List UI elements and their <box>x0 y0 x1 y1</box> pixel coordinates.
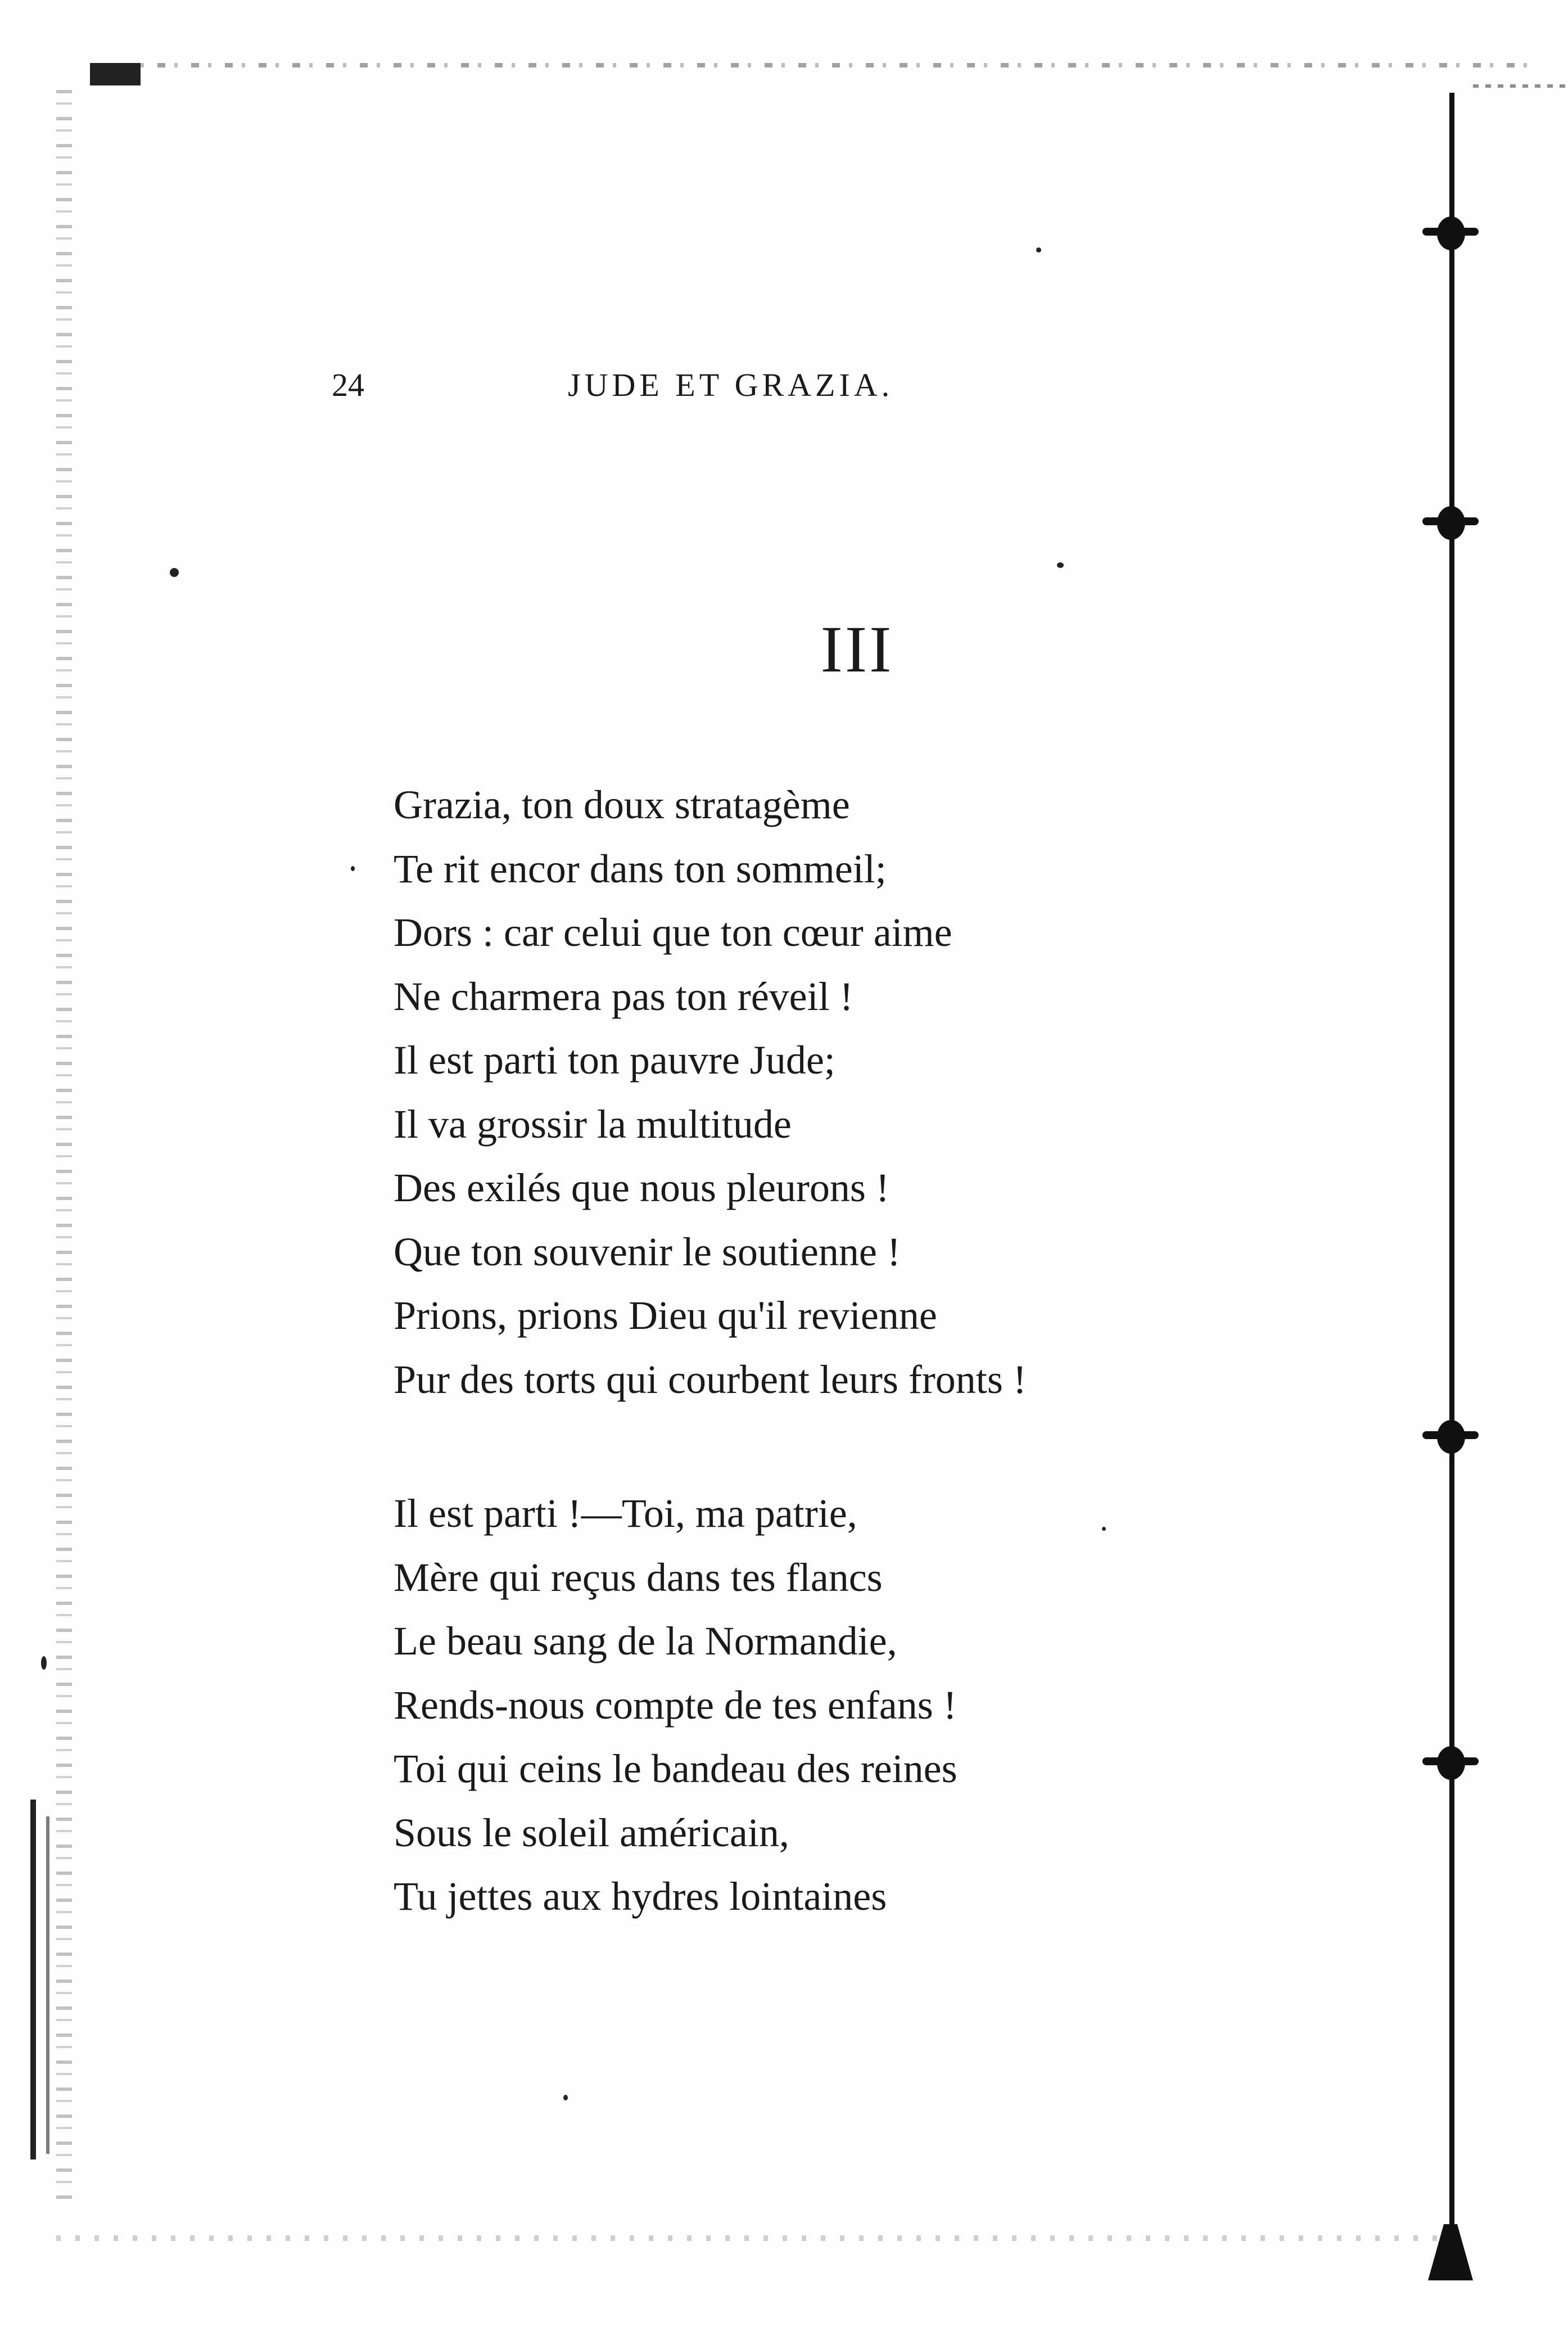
page-top-right-edge <box>1473 84 1568 88</box>
binding-stitch <box>1445 93 1458 2280</box>
verse-line: Il va grossir la multitude <box>394 1101 792 1147</box>
verse-line: Toi qui ceins le bandeau des reines <box>394 1746 957 1791</box>
verse-line: Il est parti ton pauvre Jude; <box>394 1038 835 1083</box>
verse-line: Sous le soleil américain, <box>394 1810 789 1855</box>
ink-speck <box>41 1656 47 1670</box>
ink-speck <box>1036 247 1041 253</box>
binding-knot <box>1437 1746 1465 1780</box>
page-top-edge <box>90 63 1529 67</box>
ink-speck <box>563 2095 568 2100</box>
page-left-shadow <box>30 1800 36 2159</box>
verse-line: Pur des torts qui courbent leurs fronts ! <box>394 1356 1027 1402</box>
verse-line: Te rit encor dans ton sommeil; <box>394 846 887 891</box>
verse-line: Le beau sang de la Normandie, <box>394 1618 897 1663</box>
page-bottom-edge <box>56 2235 1462 2241</box>
stanza <box>394 1482 1237 1929</box>
verse-line: Mère qui reçus dans tes flancs <box>394 1554 883 1600</box>
page-left-edge <box>56 90 72 2199</box>
verse-line: Prions, prions Dieu qu'il revienne <box>394 1293 937 1338</box>
verse-line: Ne charmera pas ton réveil ! <box>394 973 853 1019</box>
section-heading: III <box>820 612 894 686</box>
ink-speck <box>351 866 355 871</box>
binding-cross-stitch <box>1422 517 1479 525</box>
verse-line: Dors : car celui que ton cœur aime <box>394 910 952 955</box>
verse-line: Grazia, ton doux stratagème <box>394 782 850 827</box>
binding-cross-stitch <box>1422 228 1479 236</box>
ink-speck <box>170 568 179 577</box>
running-title: JUDE ET GRAZIA. <box>568 367 894 403</box>
binding-thread <box>1449 93 1454 2280</box>
verse-line: Des exilés que nous pleurons ! <box>394 1165 889 1210</box>
ink-speck <box>1057 562 1064 568</box>
page-corner-mark <box>90 63 141 85</box>
binding-knot <box>1437 1420 1465 1454</box>
page-number: 24 <box>332 367 364 403</box>
verse-line: Que ton souvenir le soutienne ! <box>394 1229 901 1274</box>
stanza <box>394 773 1237 1412</box>
verse-line: Il est parti !—Toi, ma patrie, <box>394 1491 857 1536</box>
verse-line: Rends-nous compte de tes enfans ! <box>394 1682 957 1728</box>
verse-line: Tu jettes aux hydres lointaines <box>394 1874 887 1919</box>
running-header <box>332 366 945 405</box>
page-left-shadow-secondary <box>46 1816 49 2154</box>
binding-foot <box>1428 2224 1473 2280</box>
